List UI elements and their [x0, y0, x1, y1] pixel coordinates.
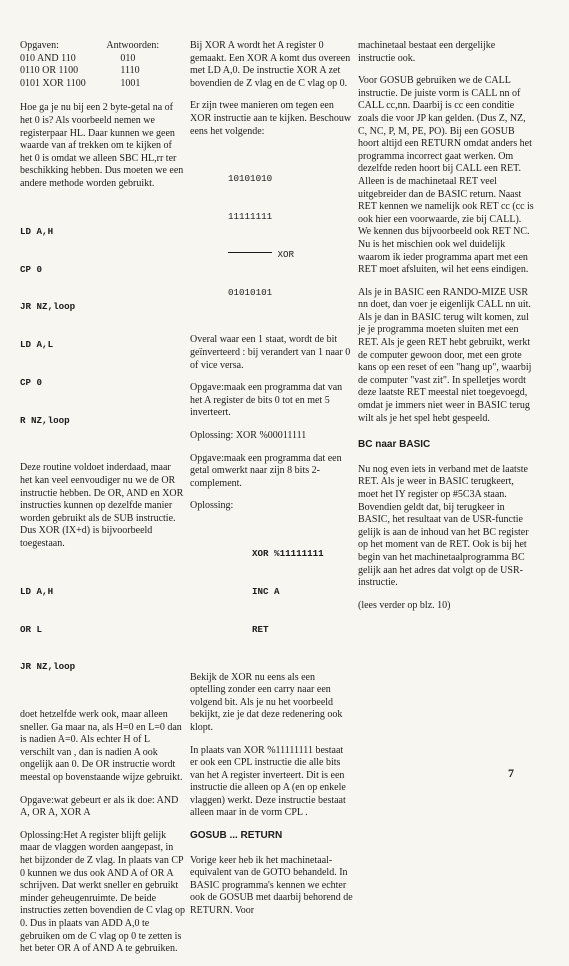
code-line: LD A,H [20, 585, 54, 597]
code-block [20, 561, 185, 700]
paragraph: Oplossing:Het A register blijft gelijk maar de vlaggen worden aangepast, in het bijzonder de Z vlag. In plaats van CP 0 kunnen we dus ook AND A of OR A schrijven. Dat werkt sneller en gebruikt minder geheugenruimte. De beide instructies zetten bovendien de C vlag op 0. Dus in plaats van ADD A,0 te gebruiken om de C vlag op 0 te zetten is het beter OR A of AND A te gebruiken. [20, 829, 185, 955]
xor-operator: XOR [277, 248, 295, 260]
code-line: RET [252, 623, 269, 635]
code-block [190, 523, 353, 662]
column-2 [190, 40, 353, 928]
code-line: LD A,H [20, 225, 54, 237]
xor-line: 10101010 [228, 173, 273, 185]
code-line: LD A,L [20, 339, 54, 351]
paragraph: Deze routine voldoet inderdaad, maar het kan veel eenvoudiger nu we de OR instructie hebben. De OR, AND en XOR instructies kunnen op dezelfde manier worden gebruikt als de SUB instructie. Dus XOR (IX+d) is bijvoorbeeld toegestaan. [20, 462, 184, 549]
page-number: 7 [508, 766, 514, 780]
paragraph: Bij XOR A wordt het A register 0 gemaakt. Een XOR A komt dus overeen met LD A,0. De instructie XOR A zet bovendien de Z vlag en de C vlag op 0. [190, 40, 351, 89]
code-line: CP 0 [20, 263, 43, 275]
code-block [20, 201, 185, 453]
paragraph: (lees verder op blz. 10) [358, 599, 451, 611]
column-3 [358, 40, 534, 622]
underline-rule [228, 252, 272, 253]
section-heading: BC naar BASIC [358, 439, 431, 451]
code-line: XOR %11111111 [252, 548, 324, 560]
paragraph: Hoe ga je nu bij een 2 byte-getal na of het 0 is? Als voorbeeld nemen we registerpaar HL. Daar kunnen we geen waarde van af trekken om te kijken of het 0 is omdat we alleen SBC HL,rr ter beschikking hebben. Dus moeten we een andere methode worden gebruikt. [20, 102, 184, 189]
paragraph: Bekijk de XOR nu eens als een optelling zonder een carry naar een volgend bit. Als je nu het voorbeeld bekijkt, zie je dat deze redenering ook klopt. [190, 671, 343, 733]
paragraph: Voor GOSUB gebruiken we de CALL instructie. De juiste vorm is CALL nn of CALL cc,nn. Daarbij is cc een conditie zoals die voor JP kan gelden. (Dus Z, NZ, C, NC, P, M, PE, PO). Bij een GOSUB hoort altijd een RETURN omdat anders het programma incorrect gaat werken. Om dezelfde reden hoort bij CALL een RET. Alleen is de machinetaal RET veel uitgebreider dan de BASIC return. Naast RET kennen we namelijk ook RET cc (cc is ook hier een voorwaarde, zie bij CALL). We kennen dus bijvoorbeeld ook RET NC. Nu is het mischien ook wel duidelijk waarom ik ieder programma apart met een RET moet afsluiten, wil het eens eindigen. [358, 75, 534, 276]
question-row: 0110 OR 1100 [20, 65, 79, 77]
questions-header: Opgaven: [20, 40, 59, 51]
answer-row: 1001 [120, 77, 141, 89]
code-line: OR L [20, 623, 43, 635]
code-line: CP 0 [20, 376, 43, 388]
section-heading: GOSUB ... RETURN [190, 830, 283, 842]
question-row: 0101 XOR 1100 [20, 77, 86, 89]
paragraph: Als je in BASIC een RANDO-MIZE USR nn doet, dan voer je eigenlijk CALL nn uit. Als je dan in BASIC terug wilt komen, zul je je programma moeten sluiten met een RET. Als je geen RET hebt gebruikt, werkt de computer gewoon door, met een grote kans op een reset of een "hang up", waarbij de computer "vast zit". In spelletjes wordt deze laatste RET meestal niet toegevoegd, omdat je immers niet weer in BASIC terug wilt als je het spel hebt gespeeld. [358, 286, 532, 424]
paragraph: Nu nog even iets in verband met de laatste RET. Als je weer in BASIC terugkeert, moet het IY register op #5C3A staan. Bovendien geldt dat, bij terugkeer in BASIC, het resultaat van de USR-functie gelijk is aan de inhoud van het BC register op het moment van de RET. Ook is bij het begin van het machinetaalprogramma BC gelijk aan het adres dat volgt op de USR-instructie. [358, 463, 529, 589]
xor-line: 01010101 [228, 286, 273, 298]
paragraph: Overal waar een 1 staat, wordt de bit geïnverteerd : bij verandert van 1 naar 0 of vice versa. [190, 334, 351, 371]
answers-header: Antwoorden: [106, 40, 160, 51]
exercise-table [20, 40, 185, 90]
question-row: 010 AND 110 [20, 52, 76, 64]
xor-line: 11111111 [228, 211, 273, 223]
code-line: JR NZ,loop [20, 301, 76, 313]
paragraph: Oplossing: [190, 500, 234, 512]
code-line: R NZ,loop [20, 414, 70, 426]
paragraph: Opgave:maak een programma dat een getal omwerkt naar zijn 8 bits 2-complement. [190, 452, 342, 489]
paragraph: machinetaal bestaat een dergelijke instructie ook. [358, 40, 496, 64]
paragraph: Er zijn twee manieren om tegen een XOR instructie aan te kijken. Beschouw eens het volgende: [190, 100, 352, 137]
answer-row: 010 [120, 52, 136, 64]
paragraph: Vorige keer heb ik het machinetaal-equivalent van de GOTO behandeld. In BASIC programma's kennen we echter ook de GOSUB met daarbij behorend de RETURN. Voor [190, 854, 353, 917]
paragraph: Opgave:wat gebeurt er als ik doe: AND A, OR A, XOR A [20, 794, 179, 819]
column-1 [20, 40, 185, 966]
code-line: INC A [252, 585, 280, 597]
xor-example [190, 148, 353, 324]
paragraph: Opgave:maak een programma dat van het A register de bits 0 tot en met 5 inverteert. [190, 382, 343, 419]
paragraph: In plaats van XOR %11111111 bestaat er ook een CPL instructie die alle bits van het A register inverteert. Dit is een instructie die alleen op A (en op enkele vlaggen) werkt. Deze instructie bestaat alleen maar in de vorm CPL . [190, 744, 346, 819]
answer-row: 1110 [120, 65, 140, 77]
paragraph: doet hetzelfde werk ook, maar alleen sneller. Ga maar na, als H=0 en L=0 dan is nadien A=0. Als echter H of L verschilt van , dan is nadien A ook ongelijk aan 0. De OR instructie wordt meestal op bovenstaande wijze gebruikt. [20, 709, 183, 784]
paragraph: Oplossing: XOR %00011111 [190, 430, 307, 442]
code-line: JR NZ,loop [20, 661, 76, 673]
